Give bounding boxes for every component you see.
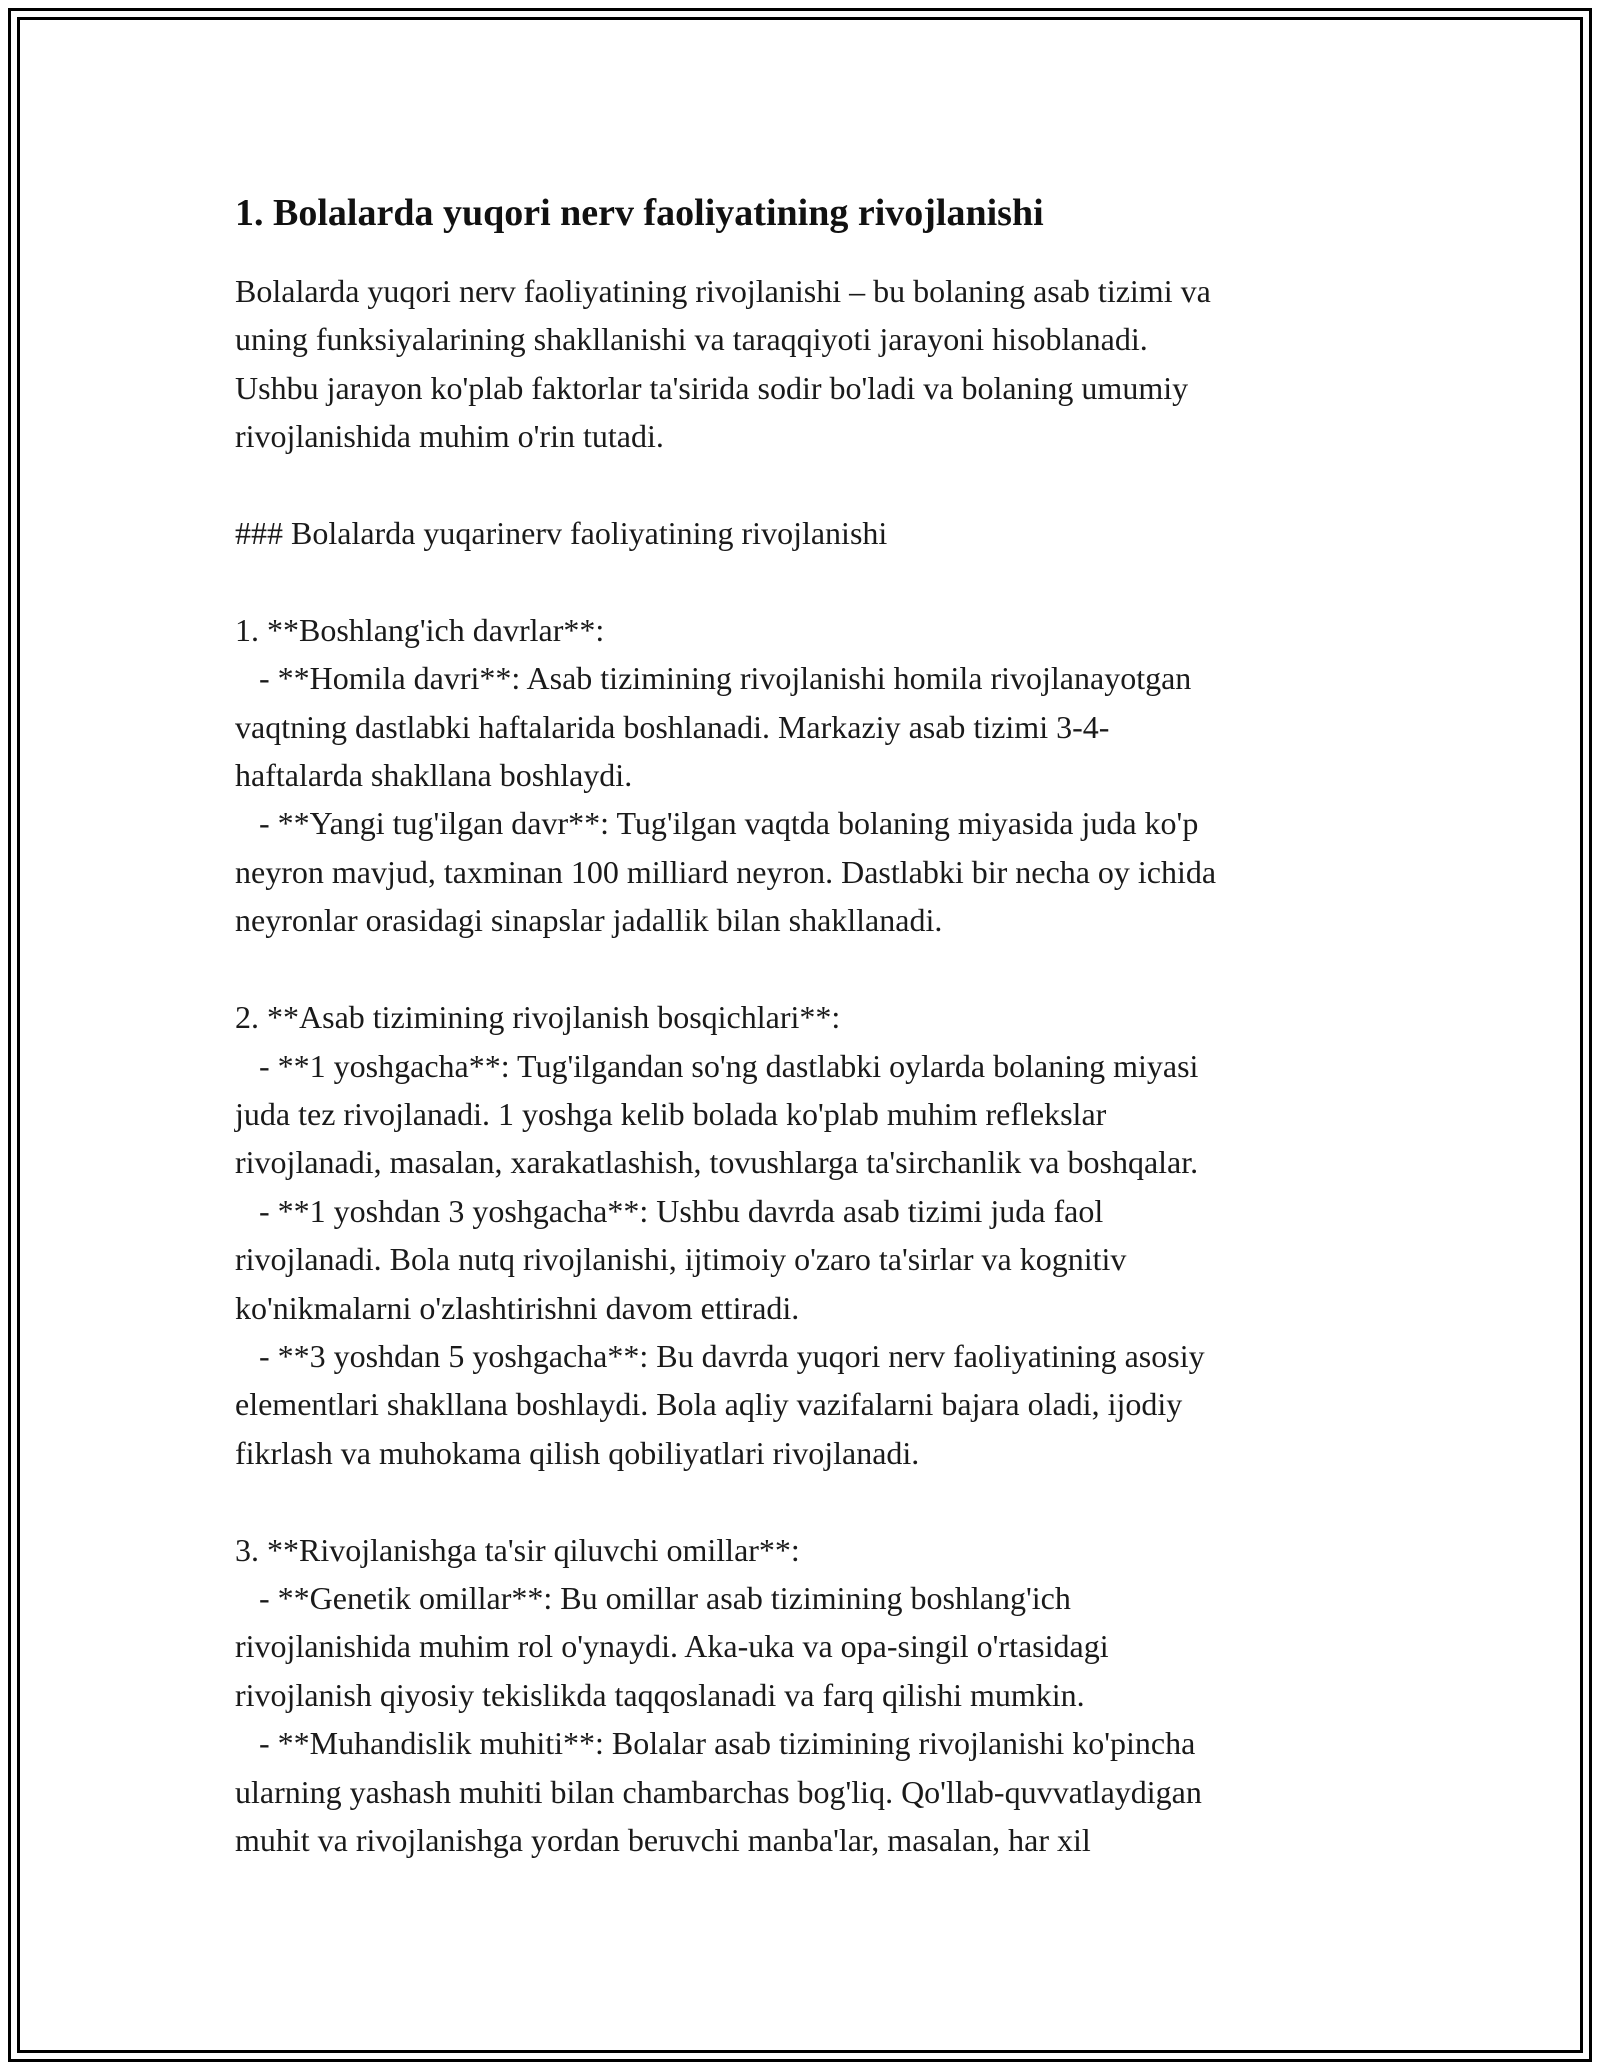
text-line: - **Genetik omillar**: Bu omillar asab tizimining boshlang'ich [235, 1579, 1071, 1616]
blank-line [235, 1477, 1385, 1525]
text-line: haftalarda shakllana boshlaydi. [235, 757, 633, 794]
blank-line [235, 557, 1385, 605]
text-line: elementlari shakllana boshlaydi. Bola aqliy vazifalarni bajara oladi, ijodiy [235, 1386, 1183, 1423]
text-line: Bolalarda yuqori nerv faoliyatining rivojlanishi – bu bolaning asab tizimi va [235, 273, 1211, 309]
text-line: 3. **Rivojlanishga ta'sir qiluvchi omillar**: [235, 1531, 800, 1568]
document-content [235, 185, 1385, 1864]
text-line: rivojlanishida muhim o'rin tutadi. [235, 418, 664, 455]
document-title: 1. Bolalarda yuqori nerv faoliyatining rivojlanishi [235, 192, 1044, 234]
text-line: - **Muhandislik muhiti**: Bolalar asab tizimining rivojlanishi ko'pincha [235, 1725, 1196, 1762]
text-line: ### Bolalarda yuqarinerv faoliyatining rivojlanishi [235, 515, 888, 552]
text-line: rivojlanishida muhim rol o'ynaydi. Aka-uka va opa-singil o'rtasidagi [235, 1628, 1109, 1665]
text-line: Ushbu jarayon ko'plab faktorlar ta'sirida sodir bo'ladi va bolaning umumiy [235, 369, 1189, 406]
text-line: - **Yangi tug'ilgan davr**: Tug'ilgan vaqtda bolaning miyasida juda ko'p [235, 805, 1199, 842]
text-line: 1. **Boshlang'ich davrlar**: [235, 611, 605, 648]
text-line: - **3 yoshdan 5 yoshgacha**: Bu davrda yuqori nerv faoliyatining asosiy [235, 1337, 1205, 1374]
text-line: - **Homila davri**: Asab tizimining rivojlanishi homila rivojlanayotgan [235, 660, 1192, 697]
text-line: ko'nikmalarni o'zlashtirishni davom ettiradi. [235, 1289, 800, 1326]
text-line: fikrlash va muhokama qilish qobiliyatlari rivojlanadi. [235, 1434, 920, 1471]
text-line: - **1 yoshdan 3 yoshgacha**: Ushbu davrda asab tizimi juda faol [235, 1192, 1104, 1229]
text-line: muhit va rivojlanishga yordan beruvchi manba'lar, masalan, har xil [235, 1822, 1091, 1858]
text-line: rivojlanish qiyosiy tekislikda taqqoslanadi va farq qilishi mumkin. [235, 1676, 1085, 1713]
text-line: juda tez rivojlanadi. 1 yoshga kelib bolada ko'plab muhim reflekslar [235, 1095, 1107, 1132]
text-line: neyronlar orasidagi sinapslar jadallik bilan shakllanadi. [235, 902, 943, 939]
blank-line [235, 461, 1385, 509]
blank-line [235, 945, 1385, 993]
text-line: rivojlanadi, masalan, xarakatlashish, tovushlarga ta'sirchanlik va boshqalar. [235, 1144, 1199, 1181]
text-line: 2. **Asab tizimining rivojlanish bosqichlari**: [235, 999, 841, 1036]
text-line: uning funksiyalarining shakllanishi va taraqqiyoti jarayoni hisoblanadi. [235, 321, 1148, 358]
text-line: vaqtning dastlabki haftalarida boshlanadi. Markaziy asab tizimi 3-4- [235, 708, 1110, 745]
text-line: ularning yashash muhiti bilan chambarchas bog'liq. Qo'llab-quvvatlaydigan [235, 1773, 1202, 1810]
document-body [235, 267, 1385, 1864]
text-line: - **1 yoshgacha**: Tug'ilgandan so'ng dastlabki oylarda bolaning miyasi [235, 1047, 1199, 1084]
text-line: rivojlanadi. Bola nutq rivojlanishi, ijtimoiy o'zaro ta'sirlar va kognitiv [235, 1241, 1127, 1278]
text-line: neyron mavjud, taxminan 100 milliard neyron. Dastlabki bir necha oy ichida [235, 853, 1217, 890]
